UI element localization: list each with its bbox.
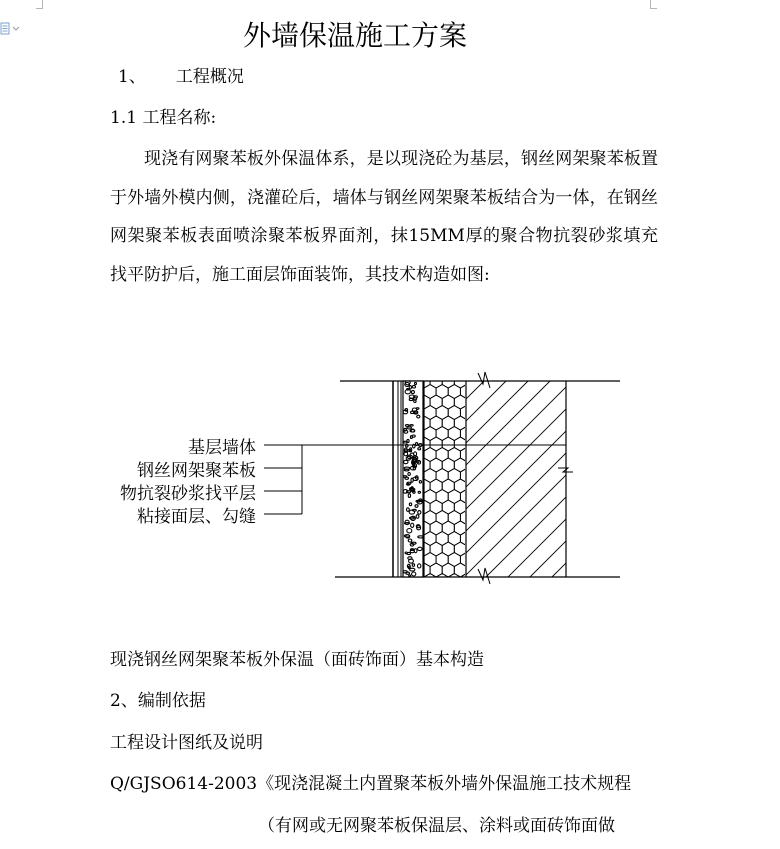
label-mesh-insulation-board: 钢丝网架聚苯板 — [137, 461, 256, 481]
document-title: 外墙保温施工方案 — [242, 19, 467, 52]
page-corner-mark-right — [650, 0, 657, 9]
hatch-line — [574, 381, 770, 577]
basis-item-1: 工程设计图纸及说明 — [110, 733, 263, 753]
page-corner-mark-left — [36, 0, 43, 9]
hatch-line — [442, 381, 638, 577]
hatch-line — [486, 381, 682, 577]
hatch-line — [464, 381, 660, 577]
section-1-heading — [118, 62, 244, 87]
hatch-line — [508, 381, 704, 577]
basis-item-2 — [110, 769, 631, 794]
basis-item-2-continued: （有网或无网聚苯板保温层、涂料或面砖饰面做 — [258, 816, 615, 836]
hatch-line — [530, 381, 726, 577]
overview-paragraph — [110, 140, 658, 294]
hatch-line — [398, 381, 594, 577]
hatch-line — [354, 381, 550, 577]
mortar-layer — [403, 380, 423, 577]
wall-construction-diagram — [0, 360, 780, 600]
section-1-title: 工程概况 — [175, 67, 244, 87]
basis-item-2-text: Q/GJSO614-2003《现浇混凝土内置聚苯板外墙外保温施工技术规程 — [110, 774, 632, 794]
subsection-1-1-heading: 1.1 工程名称: — [110, 108, 217, 128]
hatch-line — [552, 381, 748, 577]
section-1-number: 1、 — [118, 67, 146, 87]
hatch-line — [420, 381, 616, 577]
break-symbol-bottom — [478, 568, 490, 584]
label-finish-layer: 粘接面层、勾缝 — [137, 507, 256, 527]
hatch-line — [266, 381, 462, 577]
overview-text: 现浇有网聚苯板外保温体系，是以现浇砼为基层，钢丝网架聚苯板置于外墙外模内侧，浇灌砼后，墙体与钢丝网架聚苯板结合为一体，在钢丝网架聚苯板表面喷涂聚苯板界面剂，抹15MM厚的聚合物抗裂砂浆填充找平防护后，施工面层饰面装饰，其技术构造如图: — [110, 149, 658, 285]
diagram-caption: 现浇钢丝网架聚苯板外保温（面砖饰面）基本构造 — [110, 650, 484, 670]
label-base-wall: 基层墙体 — [188, 438, 256, 458]
label-mortar-leveling-layer: 物抗裂砂浆找平层 — [120, 484, 256, 504]
insulation-cell — [436, 574, 448, 588]
insulation-cell — [448, 574, 460, 588]
insulation-layer — [418, 374, 473, 588]
insulation-cell — [424, 574, 436, 588]
section-2-heading: 2、编制依据 — [110, 691, 206, 711]
base-wall-hatch — [266, 381, 770, 577]
